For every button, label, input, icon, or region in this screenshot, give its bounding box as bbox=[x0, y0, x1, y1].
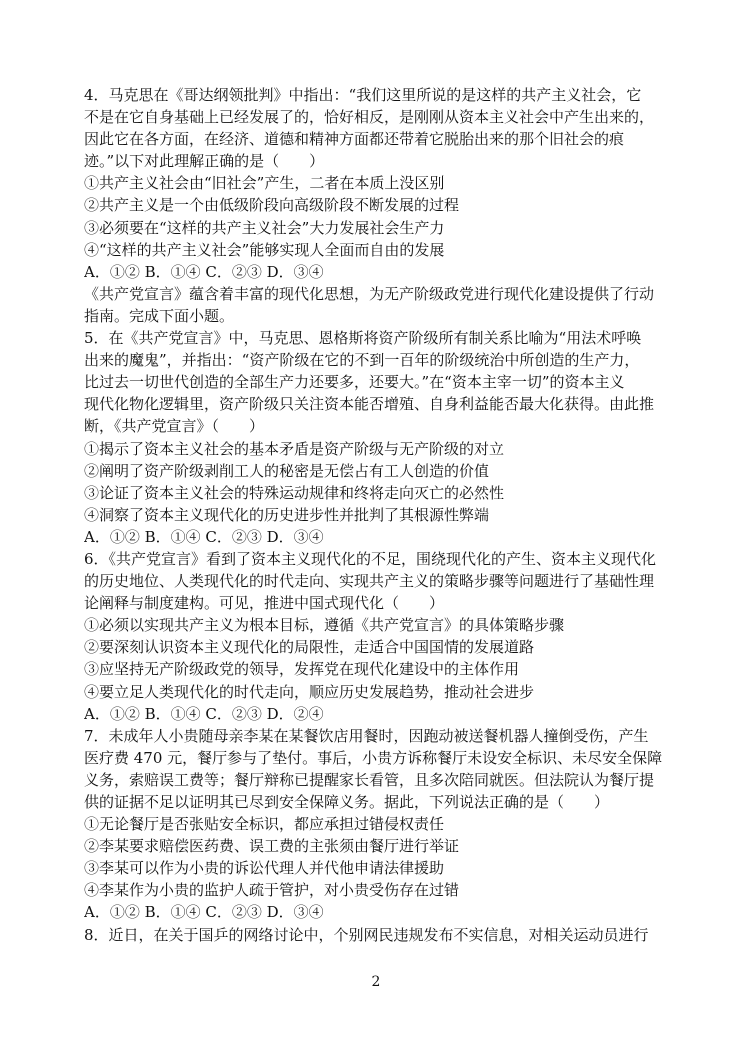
question-6-line-2: 的历史地位、人类现代化的时代走向、实现共产主义的策略步骤等问题进行了基础性理 bbox=[84, 572, 655, 591]
material-intro-line-2: 指南。完成下面小题。 bbox=[84, 306, 235, 325]
question-5-option-1: ①揭示了资本主义社会的基本矛盾是资产阶级与无产阶级的对立 bbox=[84, 439, 505, 458]
question-7-option-3: ③李某可以作为小贵的诉讼代理人并代他申请法律援助 bbox=[84, 859, 445, 878]
question-6-line-1: 6．《共产党宣言》看到了资本主义现代化的不足，围绕现代化的产生、资本主义现代化 bbox=[84, 549, 657, 568]
question-6-option-2: ②要深刻认识资本主义现代化的局限性，走适合中国国情的发展道路 bbox=[84, 638, 535, 657]
question-4-line-4: 迹。”以下对此理解正确的是（ ） bbox=[84, 152, 325, 171]
question-5-line-1: 5．在《共产党宣言》中，马克思、恩格斯将资产阶级所有制关系比喻为“用法术呼唤 bbox=[84, 329, 642, 348]
question-7-line-3: 义务，索赔误工费等；餐厅辩称已提醒家长看管，且多次陪同就医。但法院认为餐厅提 bbox=[84, 770, 655, 789]
question-6-option-3: ③应坚持无产阶级政党的领导，发挥党在现代化建设中的主体作用 bbox=[84, 660, 520, 679]
question-4-option-1: ①共产主义社会由“旧社会”产生，二者在本质上没区别 bbox=[84, 174, 445, 193]
question-4-line-1: 4．马克思在《哥达纲领批判》中指出：“我们这里所说的是这样的共产主义社会，它 bbox=[84, 86, 642, 104]
question-5-line-3: 比过去一切世代创造的全部生产力还要多，还要大。”在“资本主宰一切”的资本主义 bbox=[84, 373, 625, 392]
question-7-choices: A．①② B．①④ C．②③ D．③④ bbox=[84, 903, 324, 922]
question-5-option-4: ④洞察了资本主义现代化的历史进步性并批判了其根源性弊端 bbox=[84, 505, 490, 524]
material-intro-line-1: 《共产党宣言》蕴含着丰富的现代化思想，为无产阶级政党进行现代化建设提供了行动 bbox=[84, 284, 655, 303]
question-7-line-2: 医疗费 470 元，餐厅参与了垫付。事后，小贵方诉称餐厅未设安全标识、未尽安全保障 bbox=[84, 748, 663, 767]
question-4-line-3: 因此它在各方面，在经济、道德和精神方面都还带着它脱胎出来的那个旧社会的痕 bbox=[84, 130, 625, 149]
question-6-line-3: 论阐释与制度建构。可见，推进中国式现代化（ ） bbox=[84, 594, 445, 613]
question-7-option-4: ④李某作为小贵的监护人疏于管护，对小贵受伤存在过错 bbox=[84, 881, 460, 900]
question-4-option-3: ③必须要在“这样的共产主义社会”大力发展社会生产力 bbox=[84, 218, 445, 237]
question-5-line-4: 现代化物化逻辑里，资产阶级只关注资本能否增殖、自身利益能否最大化获得。由此推 bbox=[84, 395, 655, 414]
question-6-choices: A．①② B．①④ C．②③ D．②④ bbox=[84, 704, 324, 723]
question-7-option-1: ①无论餐厅是否张贴安全标识，都应承担过错侵权责任 bbox=[84, 815, 445, 834]
question-4-option-2: ②共产主义是一个由低级阶段向高级阶段不断发展的过程 bbox=[84, 196, 460, 215]
page-number: 2 bbox=[371, 974, 381, 990]
question-7-option-2: ②李某要求赔偿医药费、误工费的主张须由餐厅进行举证 bbox=[84, 837, 460, 856]
question-4-choices: A．①② B．①④ C．②③ D．③④ bbox=[84, 262, 324, 281]
question-5-choices: A．①② B．①④ C．②③ D．③④ bbox=[84, 527, 324, 546]
question-8-line-1: 8．近日，在关于国乒的网络讨论中，个别网民违规发布不实信息，对相关运动员进行 bbox=[84, 925, 649, 944]
question-4-option-4: ④“这样的共产主义社会”能够实现人全面而自由的发展 bbox=[84, 240, 445, 259]
question-6-option-4: ④要立足人类现代化的时代走向，顺应历史发展趋势，推动社会进步 bbox=[84, 682, 535, 701]
question-5-line-2: 出来的魔鬼”，并指出：“资产阶级在它的不到一百年的阶级统治中所创造的生产力， bbox=[84, 351, 640, 370]
question-5-option-2: ②阐明了资产阶级剥削工人的秘密是无偿占有工人创造的价值 bbox=[84, 461, 490, 480]
question-5-line-5: 断，《共产党宣言》（ ） bbox=[84, 417, 265, 436]
question-6-option-1: ①必须以实现共产主义为根本目标，遵循《共产党宣言》的具体策略步骤 bbox=[84, 616, 565, 635]
question-7-line-4: 供的证据不足以证明其已尽到安全保障义务。据此，下列说法正确的是（ ） bbox=[84, 793, 610, 811]
question-7-line-1: 7．未成年人小贵随母亲李某在某餐饮店用餐时，因跑动被送餐机器人撞倒受伤，产生 bbox=[84, 726, 649, 745]
question-5-option-3: ③论证了资本主义社会的特殊运动规律和终将走向灭亡的必然性 bbox=[84, 483, 505, 502]
document-body bbox=[84, 84, 674, 946]
question-4-line-2: 不是在它自身基础上已经发展了的，恰好相反，是刚刚从资本主义社会中产生出来的， bbox=[84, 108, 655, 127]
